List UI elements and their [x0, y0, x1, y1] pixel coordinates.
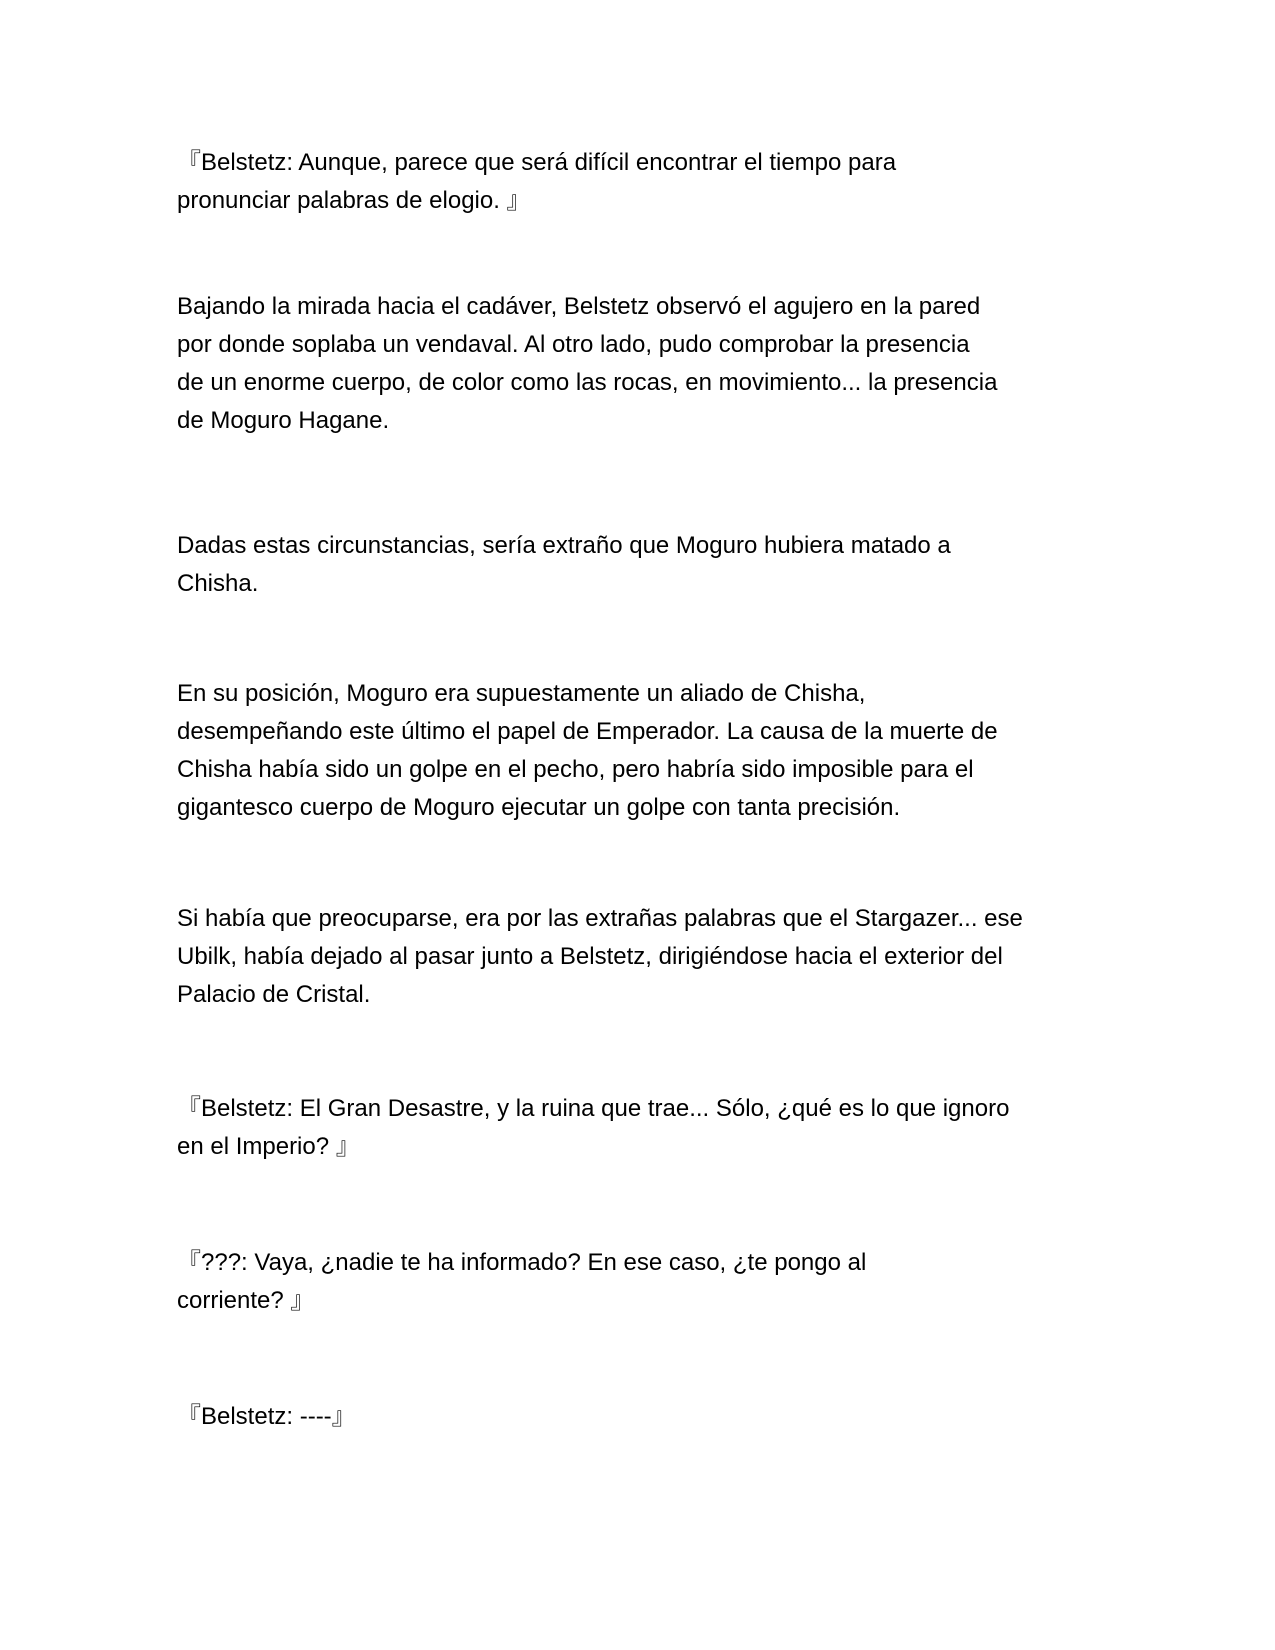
text-line: gigantesco cuerpo de Moguro ejecutar un golpe con tanta precisión. — [177, 794, 901, 821]
text-line: Chisha. — [177, 570, 259, 597]
text-line: de un enorme cuerpo, de color como las rocas, en movimiento... la presencia — [177, 369, 998, 396]
narration-paragraph — [177, 288, 1107, 440]
dialogue-paragraph — [177, 1244, 1107, 1320]
text-line: de Moguro Hagane. — [177, 407, 390, 434]
text-line: corriente? 』 — [177, 1287, 315, 1314]
text-line: Chisha había sido un golpe en el pecho, pero habría sido imposible para el — [177, 756, 974, 783]
narration-paragraph — [177, 900, 1107, 1014]
text-line: Palacio de Cristal. — [177, 981, 371, 1008]
text-line: 『Belstetz: El Gran Desastre, y la ruina que trae... Sólo, ¿qué es lo que ignoro — [177, 1095, 1010, 1122]
text-line: Si había que preocuparse, era por las extrañas palabras que el Stargazer... ese — [177, 905, 1023, 932]
text-line: 『???: Vaya, ¿nadie te ha informado? En ese caso, ¿te pongo al — [177, 1249, 867, 1276]
narration-paragraph — [177, 527, 1107, 603]
narration-paragraph — [177, 675, 1107, 827]
dialogue-paragraph — [177, 1398, 1107, 1436]
dialogue-paragraph — [177, 144, 1107, 220]
text-line: pronunciar palabras de elogio. 』 — [177, 187, 531, 214]
dialogue-paragraph — [177, 1090, 1107, 1166]
text-line: En su posición, Moguro era supuestamente un aliado de Chisha, — [177, 680, 866, 707]
text-line: 『Belstetz: ----』 — [177, 1403, 356, 1430]
text-line: Bajando la mirada hacia el cadáver, Belstetz observó el agujero en la pared — [177, 293, 981, 320]
text-line: 『Belstetz: Aunque, parece que será difícil encontrar el tiempo para — [177, 149, 897, 176]
text-line: desempeñando este último el papel de Emperador. La causa de la muerte de — [177, 718, 998, 745]
text-line: Ubilk, había dejado al pasar junto a Belstetz, dirigiéndose hacia el exterior del — [177, 943, 1003, 970]
text-line: en el Imperio? 』 — [177, 1133, 360, 1160]
text-line: por donde soplaba un vendaval. Al otro lado, pudo comprobar la presencia — [177, 331, 970, 358]
text-line: Dadas estas circunstancias, sería extraño que Moguro hubiera matado a — [177, 532, 951, 559]
